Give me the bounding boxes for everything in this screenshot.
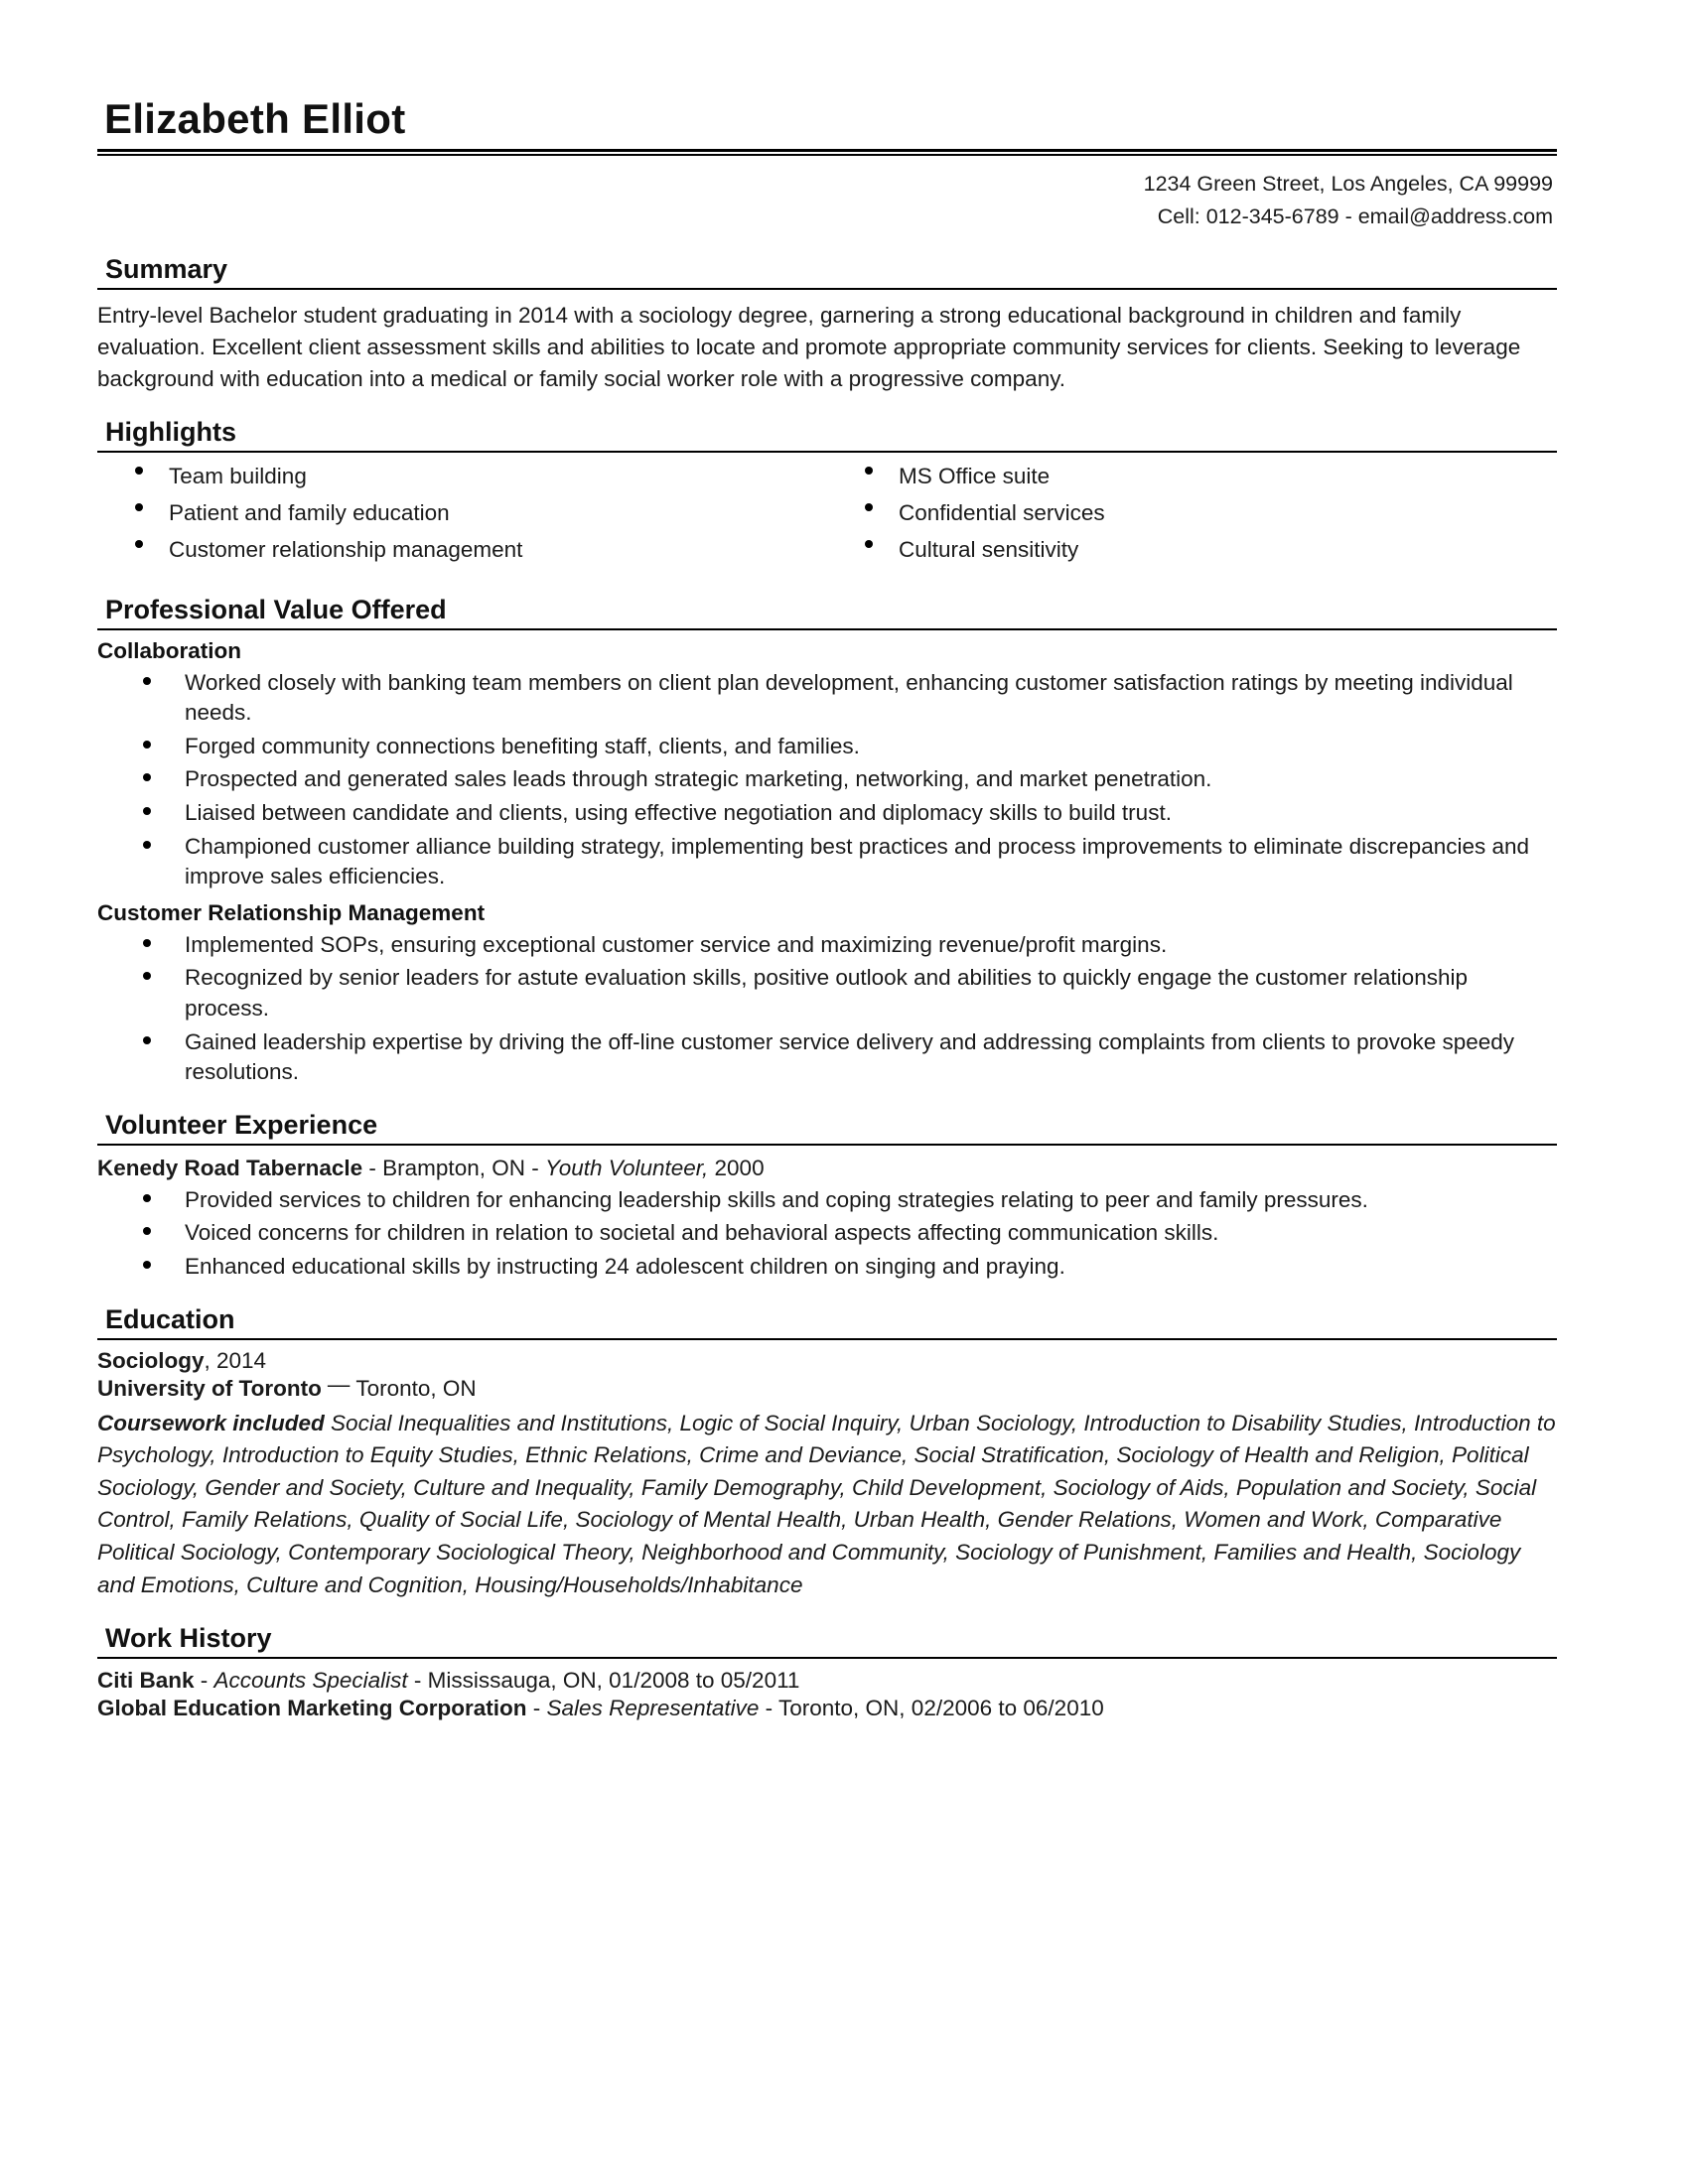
highlight-label: Patient and family education [169, 499, 450, 525]
bullet-text: Provided services to children for enhancing leadership skills and coping strategies relating to peer and family pressures. [185, 1186, 1368, 1212]
job-detail: Mississauga, ON, 01/2008 to 05/2011 [427, 1668, 800, 1694]
education-rule [97, 1338, 1557, 1340]
resume-header [97, 95, 1557, 232]
volunteer-rule [97, 1144, 1557, 1146]
work-history-rule [97, 1657, 1557, 1659]
work-history-row [97, 1668, 1557, 1694]
header-rule-thick [97, 149, 1557, 152]
summary-text: Entry-level Bachelor student graduating in 2014 with a sociology degree, garnering a strong educational background in children and family evaluation. Excellent client assessment skills and abilities to locate and promote appropriate community services for clients. Seeking to leverage background with education into a medical or family social worker role with a progressive company. [97, 302, 1521, 391]
bullet-icon [143, 1227, 151, 1235]
work-history-row [97, 1696, 1557, 1721]
volunteer-role: Youth Volunteer, [544, 1155, 709, 1180]
summary-rule [97, 288, 1557, 290]
highlight-label: Customer relationship management [169, 536, 523, 562]
separator: - [759, 1696, 778, 1721]
highlights-left-list [97, 463, 827, 563]
list-item [97, 1218, 1557, 1249]
bullet-icon [135, 540, 143, 548]
section-professional-value [97, 595, 1557, 1088]
employer-name: Global Education Marketing Corporation [97, 1696, 527, 1721]
list-item [97, 832, 1557, 892]
bullet-text: Enhanced educational skills by instructing 24 adolescent children on singing and praying. [185, 1253, 1065, 1279]
bullet-text: Championed customer alliance building strategy, implementing best practices and process improvements to eliminate discrepancies and improve sales efficiencies. [185, 833, 1530, 889]
education-program-line [97, 1348, 1557, 1374]
list-item [97, 963, 1557, 1024]
list-item [97, 1027, 1557, 1088]
list-item [97, 764, 1557, 795]
dash-icon: — [327, 1371, 351, 1397]
bullet-icon [143, 677, 151, 685]
bullet-icon [865, 503, 873, 511]
bullet-icon [143, 1194, 151, 1202]
employer-name: Citi Bank [97, 1668, 195, 1694]
highlight-label: Team building [169, 463, 307, 488]
bullet-text: Worked closely with banking team members on client plan development, enhancing customer satisfaction ratings by meeting individual needs. [185, 669, 1513, 726]
work-history-heading: Work History [105, 1623, 272, 1654]
education-school-line [97, 1371, 1557, 1402]
bullet-text: Gained leadership expertise by driving the off-line customer service delivery and addressing complaints from clients to provoke speedy resolutions. [185, 1028, 1515, 1085]
bullet-text: Forged community connections benefiting staff, clients, and families. [185, 733, 860, 758]
highlights-right-column [827, 463, 1557, 573]
resume-content [97, 95, 1557, 1721]
job-title: Sales Representative [546, 1696, 760, 1721]
bullet-icon [135, 467, 143, 475]
highlights-left-column [97, 463, 827, 573]
contact-phone-email: Cell: 012-345-6789 - email@address.com [1157, 204, 1553, 228]
section-education [97, 1304, 1557, 1602]
volunteer-organization: Kenedy Road Tabernacle [97, 1155, 363, 1180]
bullet-icon [143, 841, 151, 849]
collaboration-list [97, 668, 1557, 892]
list-item [827, 536, 1557, 563]
highlight-label: Cultural sensitivity [899, 536, 1079, 562]
education-coursework [97, 1408, 1557, 1602]
group-collaboration [97, 638, 1557, 892]
section-volunteer [97, 1110, 1557, 1283]
list-item [97, 732, 1557, 762]
bullet-icon [135, 503, 143, 511]
list-item [97, 930, 1557, 961]
bullet-icon [143, 939, 151, 947]
list-item [97, 668, 1557, 729]
volunteer-location: - Brampton, ON - [362, 1155, 545, 1180]
bullet-text: Recognized by senior leaders for astute evaluation skills, positive outlook and abilities to quickly engage the customer relationship process. [185, 965, 1468, 1021]
list-item [97, 463, 827, 489]
bullet-icon [865, 540, 873, 548]
contact-address: 1234 Green Street, Los Angeles, CA 99999 [1143, 172, 1553, 197]
section-highlights [97, 417, 1557, 573]
bullet-icon [143, 773, 151, 781]
job-title: Accounts Specialist [213, 1668, 408, 1694]
bullet-icon [143, 972, 151, 980]
volunteer-year: 2000 [708, 1155, 765, 1180]
bullet-icon [143, 1261, 151, 1269]
separator: - [407, 1668, 428, 1694]
section-summary [97, 254, 1557, 395]
list-item [97, 499, 827, 526]
volunteer-list [97, 1185, 1557, 1283]
list-item [97, 1185, 1557, 1216]
highlight-label: Confidential services [899, 499, 1105, 525]
bullet-icon [865, 467, 873, 475]
bullet-icon [143, 807, 151, 815]
separator: - [194, 1668, 214, 1694]
subheading-collaboration: Collaboration [97, 637, 241, 663]
coursework-text: Social Inequalities and Institutions, Logic of Social Inquiry, Urban Sociology, Introduction to Disability Studies, Introduction to Psychology, Introduction to Equity Studies, Ethnic Relations, Crime and Deviance, Social Stratification, Sociology of Health and Religion, Political Sociology, Gender and Society, Culture and Inequality, Family Demography, Child Development, Sociology of Aids, Population and Society, Social Control, Family Relations, Quality of Social Life, Sociology of Mental Health, Urban Health, Gender Relations, Women and Work, Comparative Political Sociology, Contemporary Sociological Theory, Neighborhood and Community, Sociology of Punishment, Families and Health, Sociology and Emotions, Culture and Cognition, Housing/Households/Inhabitance [97, 1410, 1556, 1597]
bullet-icon [143, 1036, 151, 1044]
candidate-name: Elizabeth Elliot [104, 95, 406, 142]
education-school: University of Toronto [97, 1375, 322, 1401]
list-item [827, 499, 1557, 526]
list-item [97, 1252, 1557, 1283]
group-customer-relationship-management [97, 900, 1557, 1088]
bullet-text: Implemented SOPs, ensuring exceptional customer service and maximizing revenue/profit margins. [185, 931, 1168, 957]
bullet-text: Voiced concerns for children in relation to societal and behavioral aspects affecting communication skills. [185, 1220, 1219, 1246]
list-item [827, 463, 1557, 489]
bullet-icon [143, 741, 151, 749]
bullet-text: Prospected and generated sales leads through strategic marketing, networking, and market penetration. [185, 766, 1212, 792]
contact-block [97, 168, 1557, 232]
highlights-columns [97, 463, 1557, 573]
volunteer-heading: Volunteer Experience [105, 1109, 378, 1140]
professional-value-heading: Professional Value Offered [105, 594, 447, 624]
list-item [97, 536, 827, 563]
highlights-heading: Highlights [105, 416, 236, 447]
volunteer-entry-line [97, 1156, 1557, 1181]
professional-value-rule [97, 628, 1557, 630]
education-program-year: , 2014 [204, 1347, 267, 1373]
separator: - [526, 1696, 547, 1721]
crm-list [97, 930, 1557, 1088]
coursework-label: Coursework included [97, 1410, 325, 1435]
highlight-label: MS Office suite [899, 463, 1051, 488]
bullet-text: Liaised between candidate and clients, using effective negotiation and diplomacy skills to build trust. [185, 799, 1172, 825]
education-program: Sociology [97, 1347, 205, 1373]
subheading-crm: Customer Relationship Management [97, 899, 486, 925]
job-detail: Toronto, ON, 02/2006 to 06/2010 [778, 1696, 1104, 1721]
section-work-history [97, 1623, 1557, 1721]
highlights-rule [97, 451, 1557, 453]
list-item [97, 798, 1557, 829]
education-school-location: Toronto, ON [355, 1375, 477, 1401]
summary-heading: Summary [105, 253, 228, 284]
highlights-right-list [827, 463, 1557, 563]
education-heading: Education [105, 1303, 235, 1334]
header-rule-thin [97, 154, 1557, 156]
